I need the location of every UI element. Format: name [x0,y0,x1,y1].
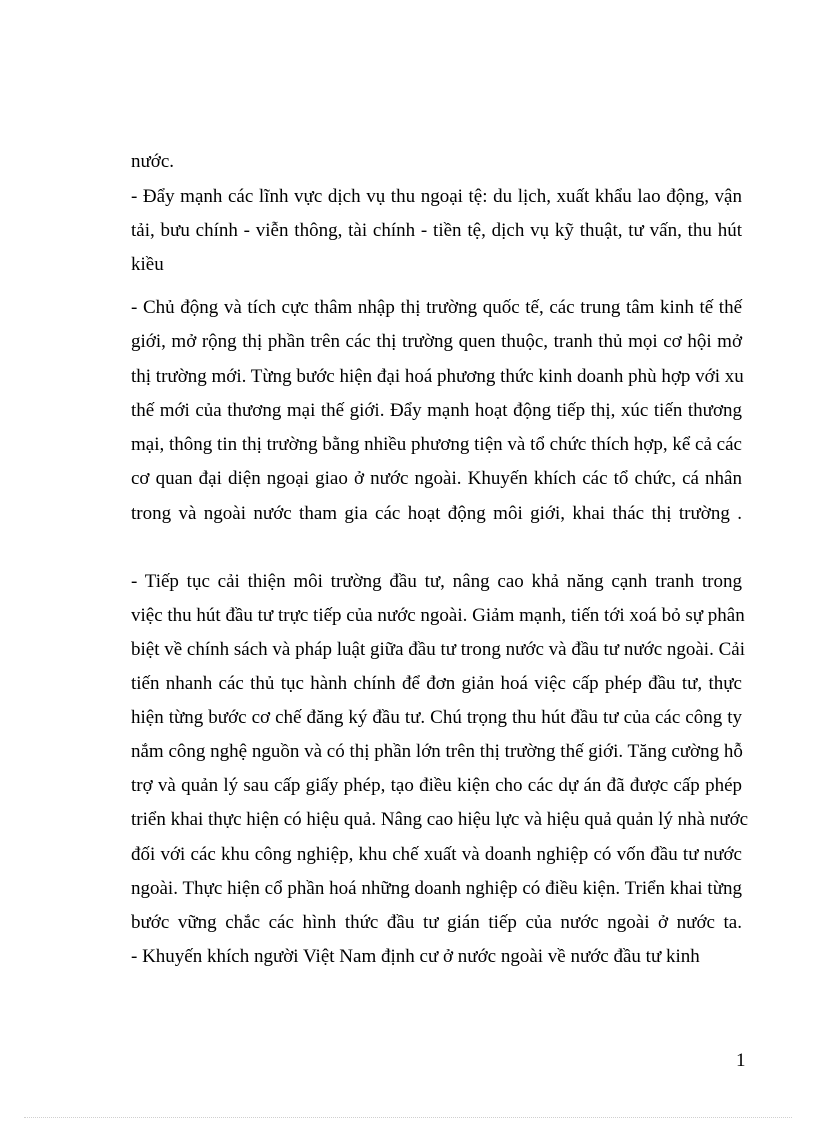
text-line: việc thu hút đầu tư trực tiếp của nước ngoài. Giảm mạnh, tiến tới xoá bỏ sự phân [131,605,745,626]
text-line: cơ quan đại diện ngoại giao ở nước ngoài. Khuyến khích các tổ chức, cá nhân [131,468,742,489]
text-line: kiều [131,254,164,275]
text-line: giới, mở rộng thị phần trên các thị trường quen thuộc, tranh thủ mọi cơ hội mở [131,331,742,352]
text-line: - Chủ động và tích cực thâm nhập thị trường quốc tế, các trung tâm kinh tế thế [131,297,742,318]
text-line: ngoài. Thực hiện cổ phần hoá những doanh nghiệp có điều kiện. Triển khai từng [131,878,742,899]
text-line: - Đẩy mạnh các lĩnh vực dịch vụ thu ngoại tệ: du lịch, xuất khẩu lao động, vận [131,186,742,207]
text-line: nắm công nghệ nguồn và có thị phần lớn trên thị trường thế giới. Tăng cường hỗ [131,741,743,762]
page-number: 1 [736,1050,746,1071]
text-line: triển khai thực hiện có hiệu quả. Nâng cao hiệu lực và hiệu quả quản lý nhà nước [131,809,749,830]
text-line: thị trường mới. Từng bước hiện đại hoá phương thức kinh doanh phù hợp với xu [131,366,744,387]
text-line: - Khuyến khích người Việt Nam định cư ở nước ngoài về nước đầu tư kinh [131,946,700,967]
text-line: tiến nhanh các thủ tục hành chính để đơn giản hoá việc cấp phép đầu tư, thực [131,673,742,694]
text-line: nước. [131,151,175,172]
text-line: đối với các khu công nghiệp, khu chế xuất và doanh nghiệp có vốn đầu tư nước [131,844,742,865]
text-line: tải, bưu chính - viễn thông, tài chính - tiền tệ, dịch vụ kỹ thuật, tư vấn, thu hút [131,220,742,241]
text-line: mại, thông tin thị trường bằng nhiều phương tiện và tổ chức thích hợp, kể cả các [131,434,742,455]
text-line: hiện từng bước cơ chế đăng ký đầu tư. Chú trọng thu hút đầu tư của các công ty [131,707,742,728]
text-line: trong và ngoài nước tham gia các hoạt động môi giới, khai thác thị trường . [131,503,742,524]
text-line: biệt về chính sách và pháp luật giữa đầu tư trong nước và đầu tư nước ngoài. Cải [131,639,745,660]
page-bottom-edge [24,1117,792,1118]
text-line: thế mới của thương mại thế giới. Đẩy mạnh hoạt động tiếp thị, xúc tiến thương [131,400,742,421]
text-line: - Tiếp tục cải thiện môi trường đầu tư, nâng cao khả năng cạnh tranh trong [131,571,742,592]
text-line: trợ và quản lý sau cấp giấy phép, tạo điều kiện cho các dự án đã được cấp phép [131,775,742,796]
text-line: bước vững chắc các hình thức đầu tư gián tiếp của nước ngoài ở nước ta. [131,912,742,933]
